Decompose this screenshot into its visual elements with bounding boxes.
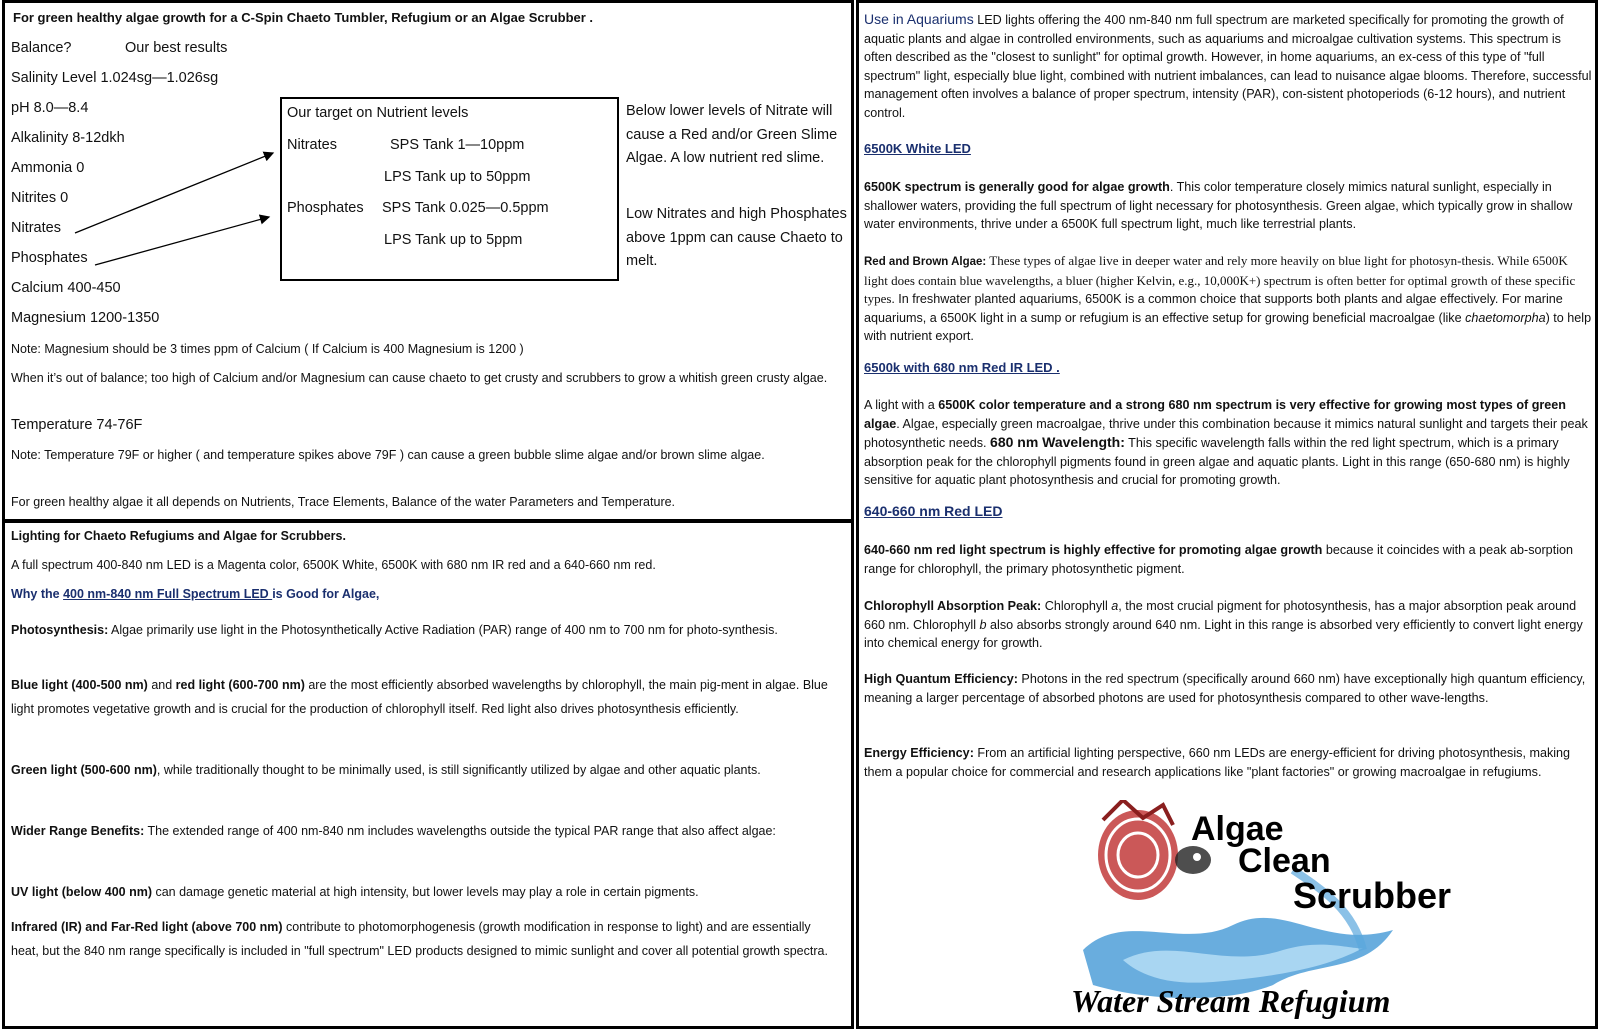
quantum-efficiency-text: Photons in the red spectrum (specifically around 660 nm) have exceptionally high quantum efficiency, meaning a larger percentage of absorbed photons are used for photosynthesis compared to other wave-lengths. — [864, 672, 1586, 705]
lighting-title: Lighting for Chaeto Refugiums and Algae for Scrubbers. — [11, 529, 346, 543]
wider-range-text: The extended range of 400 nm-840 nm includes wavelengths outside the typical PAR range that also affect algae: — [144, 824, 776, 838]
photosynthesis-text: Algae primarily use light in the Photosynthetically Active Radiation (PAR) range of 400 nm to 700 nm for photo-synthesis. — [108, 623, 778, 637]
temperature-note: Note: Temperature 79F or higher ( and temperature spikes above 79F ) can cause a green bubble slime algae and/or brown slime algae. — [11, 448, 765, 462]
p640-text: because it coincides with a peak ab-sorption range for chlorophyll, the primary photosynthetic pigment. — [864, 543, 1573, 576]
phosphate-side-note: Low Nitrates and high Phosphates above 1ppm can cause Chaeto to melt. — [626, 206, 847, 269]
energy-efficiency-text: From an artificial lighting perspective, 660 nm LEDs are energy-efficient for driving photosynthesis, making them a popular choice for commercial and research applications like "plant factories" or growing macroalgae in refugiums. — [864, 746, 1571, 779]
chlorophyll-b: b — [979, 617, 987, 632]
paragraph-6500k — [864, 178, 1592, 234]
param-ammonia: Ammonia 0 — [11, 160, 85, 176]
quantum-efficiency-label: High Quantum Efficiency: — [864, 672, 1018, 686]
red-brown-text: These types of algae live in deeper water and rely more heavily on blue light for photosyn-thesis. While 6500K light does contain blue wavelengths, a bluer (higher Kelvin, e.g., 10,000K+) spectrum is often better for optimal growth of these specific types. — [864, 253, 1576, 306]
chlorophyll-paragraph — [864, 597, 1592, 653]
p640-bold: 640-660 nm red light spectrum is highly effective for promoting algae growth — [864, 543, 1323, 557]
target-nitrates-lps: LPS Tank up to 50ppm — [384, 169, 531, 185]
param-ph: pH 8.0—8.4 — [11, 100, 89, 116]
phosphates-arrow — [95, 217, 269, 265]
param-phosphates: Phosphates — [11, 250, 88, 266]
fish-body-icon — [1098, 810, 1178, 900]
infrared-paragraph — [11, 915, 833, 963]
uv-label: UV light (below 400 nm) — [11, 885, 152, 899]
blue-light-label: Blue light (400-500 nm) — [11, 678, 148, 692]
red-brown-text-3: ) to help with nutrient export. — [864, 310, 1592, 343]
temperature-label: Temperature 74-76F — [11, 417, 143, 433]
param-alkalinity: Alkalinity 8-12dkh — [11, 130, 125, 146]
target-phosphates-sps: SPS Tank 0.025—0.5ppm — [382, 200, 549, 216]
heading-6500k: 6500K White LED — [864, 141, 971, 156]
why-suffix: is Good for Algae, — [272, 587, 380, 601]
logo-line-2: Clean — [1238, 842, 1331, 880]
green-light-paragraph — [11, 758, 833, 782]
infrared-text: contribute to photomorphogenesis (growth modification in response to light) and are essentially heat, but the 840 nm range specifically is included in "full spectrum" LED products designed to mimic sunlight and cover all potential growth spectra. — [11, 920, 828, 958]
chlorophyll-text-3: also absorbs strongly around 640 nm. Light in this range is absorbed very efficiently to convert light energy into chemical energy for growth. — [864, 617, 1583, 650]
param-nitrates: Nitrates — [11, 220, 61, 236]
heading-640nm: 640-660 nm Red LED — [864, 503, 1003, 519]
nutrient-panel — [2, 0, 854, 522]
aquarium-use-text: LED lights offering the 400 nm-840 nm full spectrum are marketed specifically for promoting the growth of aquatic plants and algae in controlled environments, such as aquariums and microalgae cultivation systems. This spectrum is often described as the "closest to sunlight" for optimal growth. However, in home aquariums, an ex-cess of this type of "full spectrum" light, especially blue light, combined with nutrient imbalances, can lead to nuisance algae blooms. Therefore, successful management often involves a balance of proper spectrum, intensity (PAR), con-sistent photoperiods (6-12 hours), and nutrient control. — [864, 13, 1592, 120]
paragraph-640nm — [864, 541, 1592, 578]
fish-eye-icon — [1193, 853, 1201, 861]
chlorophyll-text-2: , the most crucial pigment for photosynthesis, has a major absorption peak around 660 nm. Chlorophyll — [864, 599, 1577, 632]
param-nitrites: Nitrites 0 — [11, 190, 69, 206]
chlorophyll-a: a — [1111, 599, 1119, 613]
bold-6500k: 6500K spectrum is generally good for algae growth — [864, 180, 1170, 194]
wider-range-paragraph — [11, 819, 833, 843]
nitrate-side-note: Below lower levels of Nitrate will cause a Red and/or Green Slime Algae. A low nutrient red slime. — [626, 103, 838, 166]
energy-efficiency-paragraph — [864, 744, 1592, 781]
green-light-text: , while traditionally thought to be minimally used, is still significantly utilized by algae and other aquatic plants. — [156, 763, 761, 777]
logo-tagline: Water Stream Refugium — [1071, 983, 1391, 1019]
lighting-intro: A full spectrum 400-840 nm LED is a Magenta color, 6500K White, 6500K with 680 nm IR red and a 640-660 nm red. — [11, 558, 656, 572]
red-brown-text-2: In freshwater planted aquariums, 6500K is a common choice that supports both plants and algae effectively. For marine aquariums, a 6500K light in a sump or refugium is an effective setup for growing beneficial macroalgae (like — [864, 292, 1563, 325]
logo-graphic — [1063, 800, 1483, 1020]
p680-text: . Algae, especially green macroalgae, thrive under this combination because it mimics natural sunlight and targets their peak photosynthetic needs. — [864, 416, 1588, 450]
energy-efficiency-label: Energy Efficiency: — [864, 746, 974, 760]
p680-wave-text: This specific wavelength falls within the red light spectrum, which is a primary absorption peak for the chlorophyll pigments found in green algae and aquatic plants. Light in this range (650-680 nm) is highly sensitive for aquatic plant photosynthesis and crucial for promoting growth. — [864, 436, 1570, 487]
red-brown-paragraph — [864, 252, 1592, 346]
param-salinity: Salinity Level 1.024sg—1.026sg — [11, 70, 219, 86]
infrared-label: Infrared (IR) and Far-Red light (above 700 nm) — [11, 920, 283, 934]
algae-clean-scrubber-logo — [1063, 800, 1483, 1020]
nutrient-title: For green healthy algae growth for a C-Spin Chaeto Tumbler, Refugium or an Algae Scrubber . — [13, 10, 594, 25]
red-brown-label: Red and Brown Algae: — [864, 256, 987, 268]
magnesium-note: Note: Magnesium should be 3 times ppm of Calcium ( If Calcium is 400 Magnesium is 1200 ) — [11, 342, 524, 356]
p680-wave-label: 680 nm Wavelength: — [990, 434, 1125, 450]
green-light-label: Green light (500-600 nm) — [11, 763, 157, 777]
target-phosphates-lps: LPS Tank up to 5ppm — [384, 232, 523, 248]
uv-text: can damage genetic material at high intensity, but lower levels may play a role in certain pigments. — [152, 885, 699, 899]
wider-range-label: Wider Range Benefits: — [11, 824, 145, 838]
nutrient-footer: For green healthy algae it all depends on Nutrients, Trace Elements, Balance of the water Parameters and Temperature. — [11, 495, 676, 509]
best-results-label: Our best results — [125, 40, 228, 56]
red-light-label: red light (600-700 nm) — [175, 678, 305, 692]
why-prefix: Why the — [11, 587, 64, 601]
balance-note: When it’s out of balance; too high of Calcium and/or Magnesium can cause chaeto to get crusty and scrubbers to grow a whitish green crusty algae. — [11, 371, 828, 385]
photosynthesis-paragraph — [11, 621, 833, 639]
text-6500k: . This color temperature closely mimics natural sunlight, especially in shallower waters, providing the full spectrum of light necessary for photosynthesis. Green algae, which typically grow in shallow water environments, thrive under a 6500K full spectrum light, much like terrestrial plants. — [864, 180, 1573, 231]
paragraph-680nm — [864, 396, 1592, 490]
p680-prefix: A light with a — [864, 398, 939, 412]
nutrient-target-box — [280, 97, 619, 281]
logo-line-3: Scrubber — [1293, 875, 1452, 916]
logo-line-1: Algae — [1191, 810, 1284, 848]
and-text: and — [147, 678, 176, 692]
aquarium-use-label: Use in Aquariums — [864, 11, 974, 27]
aquarium-use-paragraph — [864, 10, 1592, 122]
heading-680nm: 6500k with 680 nm Red IR LED . — [864, 360, 1060, 375]
param-calcium: Calcium 400-450 — [11, 280, 121, 296]
nitrates-arrow — [75, 153, 273, 233]
target-nitrates-sps: SPS Tank 1—10ppm — [390, 137, 525, 153]
fish-head-icon — [1175, 846, 1211, 874]
why-full-spectrum-heading — [11, 587, 379, 601]
lighting-panel — [2, 520, 854, 1029]
balance-label: Balance? — [11, 40, 72, 56]
param-magnesium: Magnesium 1200-1350 — [11, 310, 160, 326]
photosynthesis-label: Photosynthesis: — [11, 623, 109, 637]
chaeto-italic: chaetomorpha — [1465, 310, 1546, 325]
p680-bold: 6500K color temperature and a strong 680 nm spectrum is very effective for growing most types of green algae — [864, 398, 1566, 431]
chlorophyll-label: Chlorophyll Absorption Peak: — [864, 599, 1042, 613]
target-nitrates-label: Nitrates — [287, 137, 337, 153]
uv-paragraph — [11, 880, 833, 904]
chlorophyll-text-1: Chlorophyll — [1041, 599, 1112, 613]
target-phosphates-label: Phosphates — [287, 200, 364, 216]
target-heading: Our target on Nutrient levels — [287, 105, 469, 121]
arrows-graphic — [5, 3, 305, 283]
blue-red-text: are the most efficiently absorbed wavelengths by chlorophyll, the main pig-ment in algae. Blue light promotes vegetative growth and is crucial for the production of chlorophyll itself. Red light also drives photosynthesis efficiently. — [11, 678, 828, 716]
why-link: 400 nm-840 nm Full Spectrum LED — [63, 587, 273, 601]
quantum-efficiency-paragraph — [864, 670, 1592, 707]
blue-red-paragraph — [11, 673, 833, 721]
